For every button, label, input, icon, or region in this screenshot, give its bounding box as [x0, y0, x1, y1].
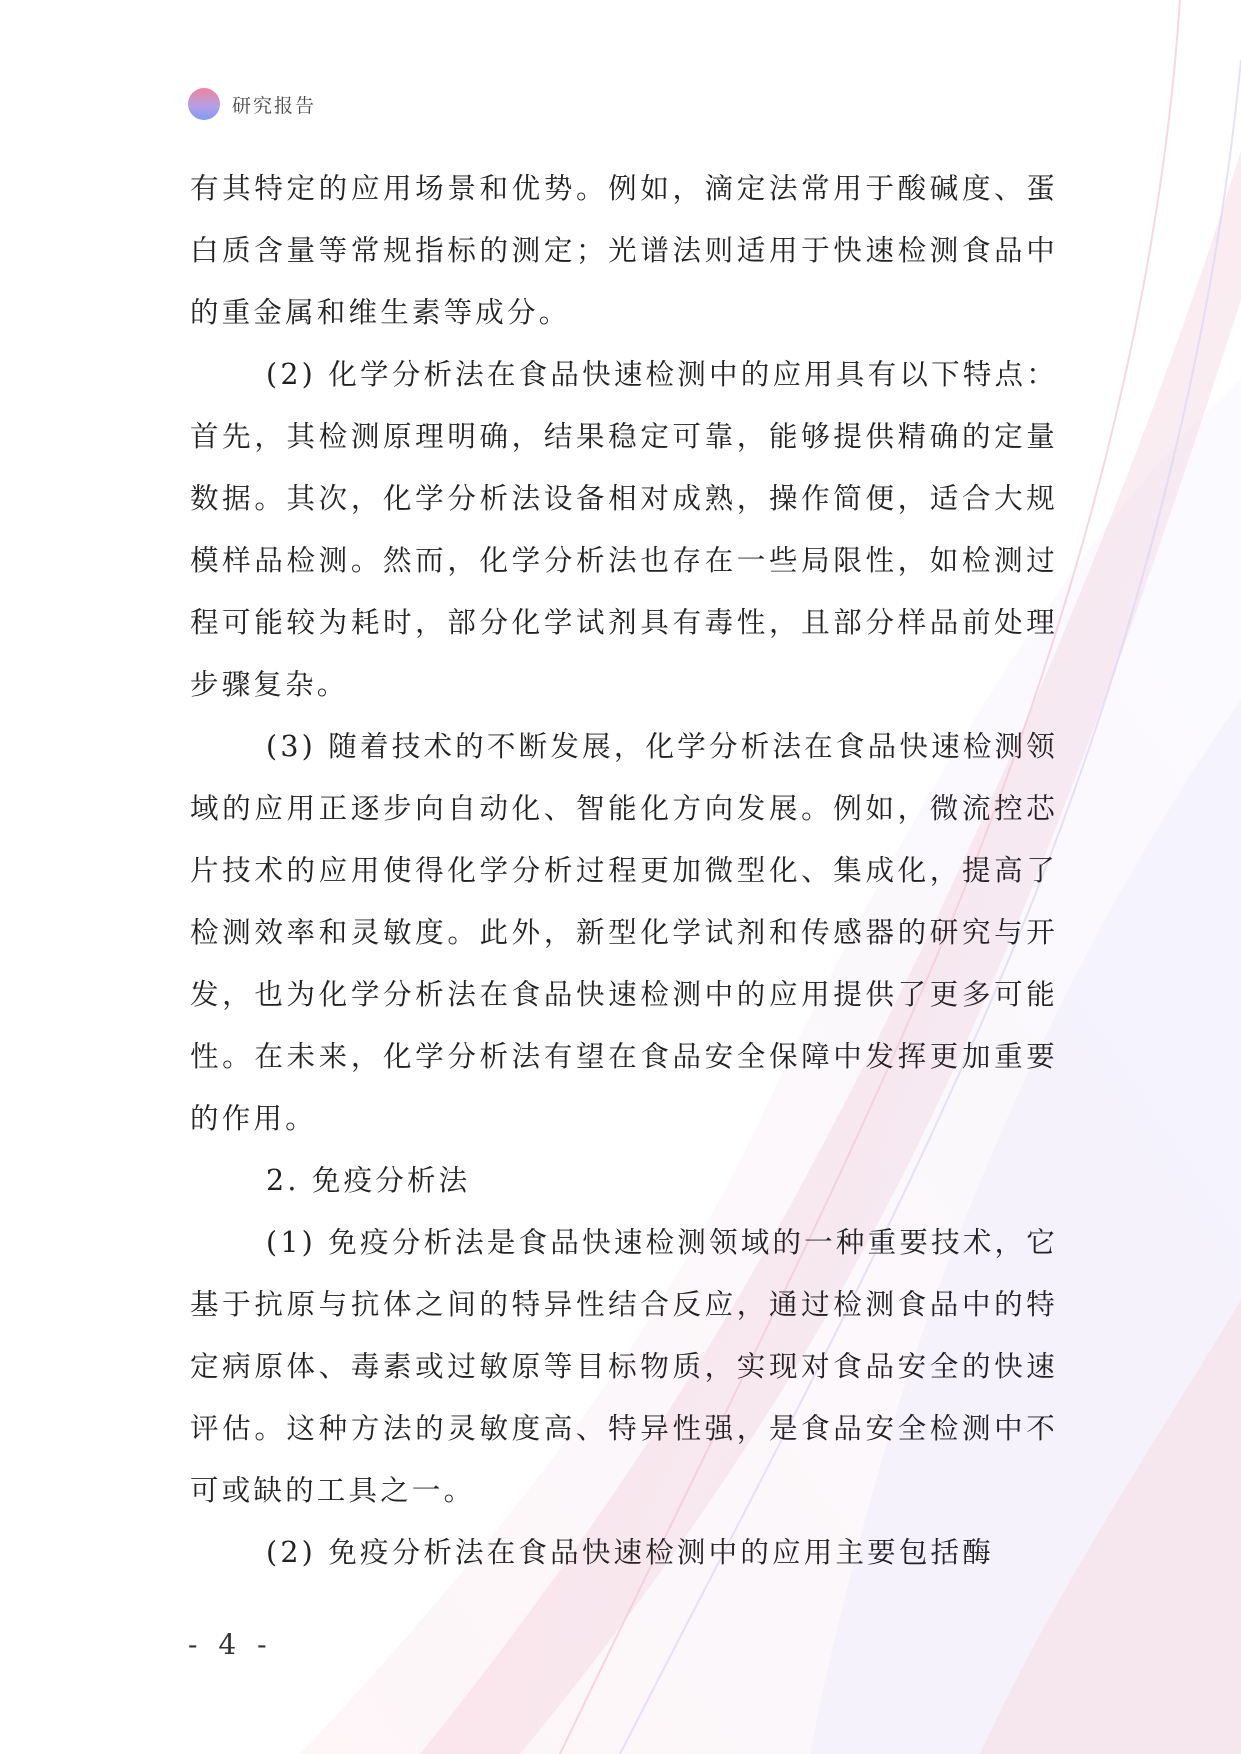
page-number: - 4 -: [188, 1628, 273, 1661]
paragraph-immuno-intro: (1) 免疫分析法是食品快速检测领域的一种重要技术，它基于抗原与抗体之间的特异性结合反应，通过检测食品中的特定病原体、毒素或过敏原等目标物质，实现对食品安全的快速评估。这种方法的灵敏度高、特异性强，是食品安全检测中不可或缺的工具之一。: [190, 1226, 1058, 1507]
paragraph-immuno-applications: (2) 免疫分析法在食品快速检测中的应用主要包括酶: [266, 1536, 994, 1569]
report-logo-icon: [188, 88, 220, 120]
paragraph-chem-features: (2) 化学分析法在食品快速检测中的应用具有以下特点：首先，其检测原理明确，结果稳定可靠，能够提供精确的定量数据。其次，化学分析法设备相对成熟，操作简便，适合大规模样品检测。然而，化学分析法也存在一些局限性，如检测过程可能较为耗时，部分化学试剂具有毒性，且部分样品前处理步骤复杂。: [190, 358, 1058, 701]
section-heading: 2. 免疫分析法: [266, 1164, 471, 1197]
paragraph-continuation: 有其特定的应用场景和优势。例如，滴定法常用于酸碱度、蛋白质含量等常规指标的测定；光谱法则适用于快速检测食品中的重金属和维生素等成分。: [190, 172, 1058, 329]
document-body: [190, 158, 1058, 1584]
page-header: [188, 88, 316, 120]
header-title: 研究报告: [232, 94, 317, 117]
paragraph-chem-trends: (3) 随着技术的不断发展，化学分析法在食品快速检测领域的应用正逐步向自动化、智能化方向发展。例如，微流控芯片技术的应用使得化学分析过程更加微型化、集成化，提高了检测效率和灵敏度。此外，新型化学试剂和传感器的研究与开发，也为化学分析法在食品快速检测中的应用提供了更多可能性。在未来，化学分析法有望在食品安全保障中发挥更加重要的作用。: [190, 730, 1058, 1135]
